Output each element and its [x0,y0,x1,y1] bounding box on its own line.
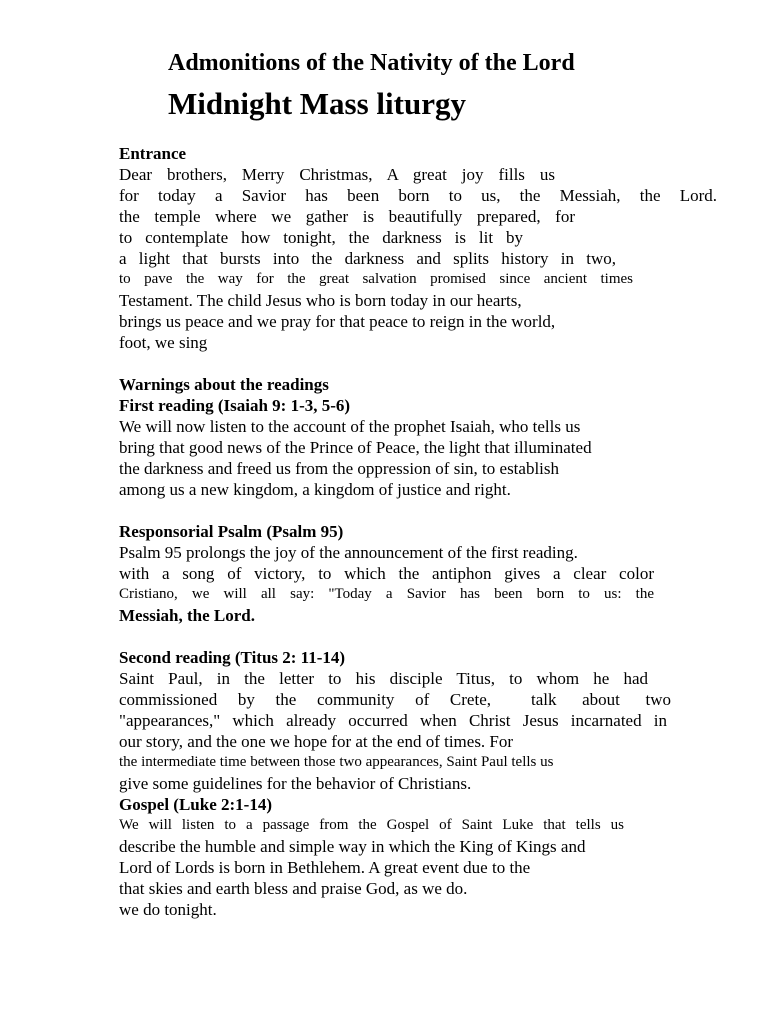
paragraph-line: our story, and the one we hope for at the end of times. For [119,732,514,751]
paragraph-line: foot, we sing [119,333,208,352]
paragraph-line: we do tonight. [119,900,217,919]
paragraph-line: the temple where we gather is beautifully prepared, for [119,207,575,226]
paragraph-line: Dear brothers, Merry Christmas, A great joy fills us [119,165,555,184]
paragraph-line: brings us peace and we pray for that peace to reign in the world, [119,312,556,331]
paragraph-line: bring that good news of the Prince of Peace, the light that illuminated [119,438,592,457]
section-heading-entrance: Entrance [119,144,187,163]
document-body [119,143,717,920]
paragraph-line: with a song of victory, to which the antiphon gives a clear color [119,564,654,583]
section-heading-psalm: Responsorial Psalm (Psalm 95) [119,522,344,541]
paragraph-line: give some guidelines for the behavior of Christians. [119,774,472,793]
paragraph-line: for today a Savior has been born to us, the Messiah, the Lord. [119,186,717,205]
paragraph-line: We will now listen to the account of the prophet Isaiah, who tells us [119,417,581,436]
paragraph-line: the darkness and freed us from the oppression of sin, to establish [119,459,560,478]
paragraph-line: Saint Paul, in the letter to his disciple Titus, to whom he had [119,669,648,688]
paragraph-line: "appearances," which already occurred when Christ Jesus incarnated in [119,711,667,730]
blank-line [119,500,717,521]
section-heading-readings: Warnings about the readings [119,375,329,394]
paragraph-line: We will listen to a passage from the Gospel of Saint Luke that tells us [119,817,624,833]
section-heading-first-reading: First reading (Isaiah 9: 1-3, 5-6) [119,396,351,415]
blank-line [119,353,717,374]
paragraph-line: Messiah, the Lord. [119,606,255,625]
document-subtitle: Midnight Mass liturgy [168,86,466,121]
paragraph-line-part: commissioned by the community of Crete, [119,690,491,709]
paragraph-line-part: talk about two [531,690,671,709]
section-heading-gospel: Gospel (Luke 2:1-14) [119,795,272,814]
document-title: Admonitions of the Nativity of the Lord [168,50,575,76]
paragraph-line: that skies and earth bless and praise God, as we do. [119,879,468,898]
paragraph-line: the intermediate time between those two appearances, Saint Paul tells us [119,754,554,770]
paragraph-line: a light that bursts into the darkness and splits history in two, [119,249,616,268]
paragraph-line: Psalm 95 prolongs the joy of the announcement of the first reading. [119,543,578,562]
paragraph-line: Cristiano, we will all say: "Today a Savior has been born to us: the [119,586,654,602]
paragraph-line: Testament. The child Jesus who is born today in our hearts, [119,291,522,310]
blank-line [119,626,717,647]
paragraph-line: to contemplate how tonight, the darkness is lit by [119,228,523,247]
paragraph-line: among us a new kingdom, a kingdom of justice and right. [119,480,511,499]
paragraph-line [119,689,717,710]
paragraph-line: describe the humble and simple way in which the King of Kings and [119,837,586,856]
paragraph-line: to pave the way for the great salvation promised since ancient times [119,271,633,287]
section-heading-second-reading: Second reading (Titus 2: 11-14) [119,648,346,667]
paragraph-line: Lord of Lords is born in Bethlehem. A great event due to the [119,858,531,877]
